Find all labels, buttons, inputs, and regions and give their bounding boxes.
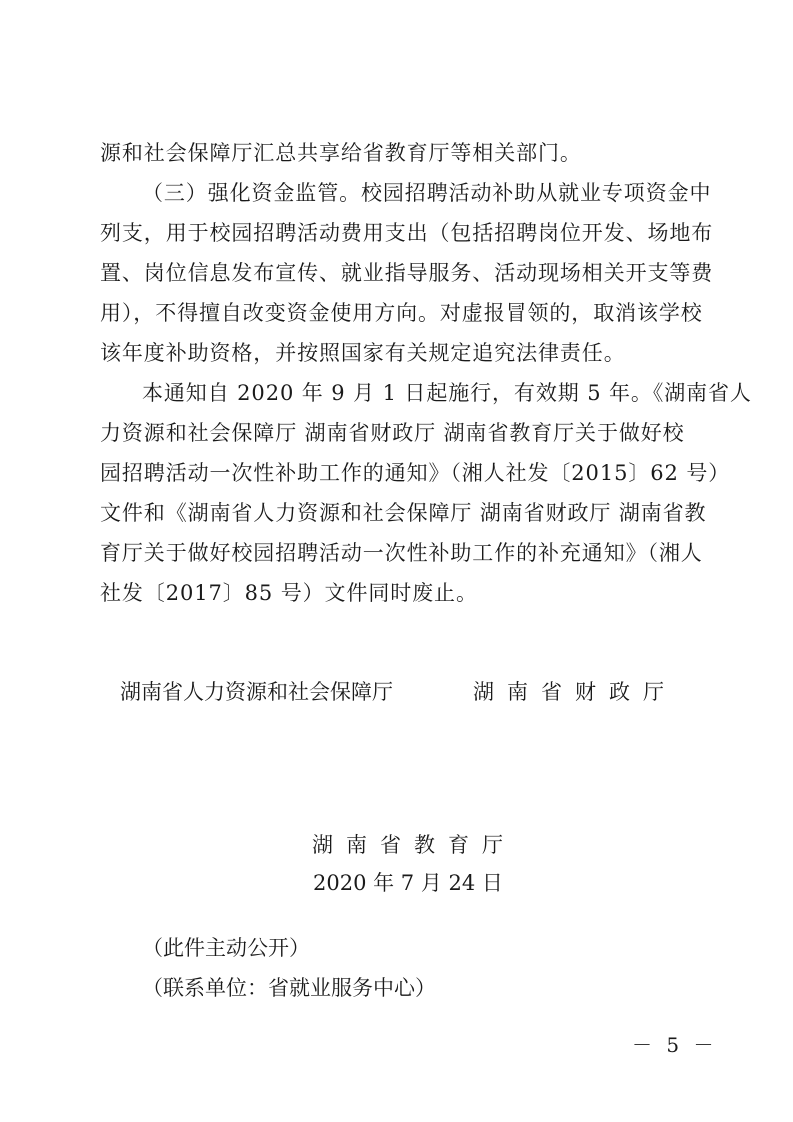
signature-hr-dept: 湖南省人力资源和社会保障厅 bbox=[120, 680, 393, 704]
page-number: － 5 － bbox=[632, 1033, 718, 1057]
body-line: 力资源和社会保障厅 湖南省财政厅 湖南省教育厅关于做好校 bbox=[100, 421, 685, 445]
signature-date: 2020 年 7 月 24 日 bbox=[313, 871, 503, 895]
body-line: 源和社会保障厅汇总共享给省教育厅等相关部门。 bbox=[100, 141, 582, 165]
disclosure-note: （此件主动公开） bbox=[142, 936, 310, 960]
body-line: 置、岗位信息发布宣传、就业指导服务、活动现场相关开支等费 bbox=[100, 261, 714, 285]
body-line: 社发〔2017〕85 号）文件同时废止。 bbox=[100, 581, 478, 605]
signature-education-dept: 湖南省教育厅 bbox=[312, 833, 516, 857]
body-line: 园招聘活动一次性补助工作的通知》（湘人社发〔2015〕62 号） bbox=[100, 461, 731, 485]
body-line: 该年度补助资格，并按照国家有关规定追究法律责任。 bbox=[100, 341, 626, 365]
body-line: 用），不得擅自改变资金使用方向。对虚报冒领的，取消该学校 bbox=[100, 301, 703, 325]
body-line: 本通知自 2020 年 9 月 1 日起施行，有效期 5 年。《湖南省人 bbox=[142, 381, 752, 405]
signature-finance-dept: 湖南省财政厅 bbox=[473, 680, 677, 704]
body-line: 文件和《湖南省人力资源和社会保障厅 湖南省财政厅 湖南省教 bbox=[100, 501, 707, 525]
body-line: （三）强化资金监管。校园招聘活动补助从就业专项资金中 bbox=[142, 181, 712, 205]
body-line: 列支，用于校园招聘活动费用支出（包括招聘岗位开发、场地布 bbox=[100, 221, 714, 245]
body-line: 育厅关于做好校园招聘活动一次性补助工作的补充通知》（湘人 bbox=[100, 541, 703, 565]
contact-note: （联系单位：省就业服务中心） bbox=[142, 976, 436, 1000]
